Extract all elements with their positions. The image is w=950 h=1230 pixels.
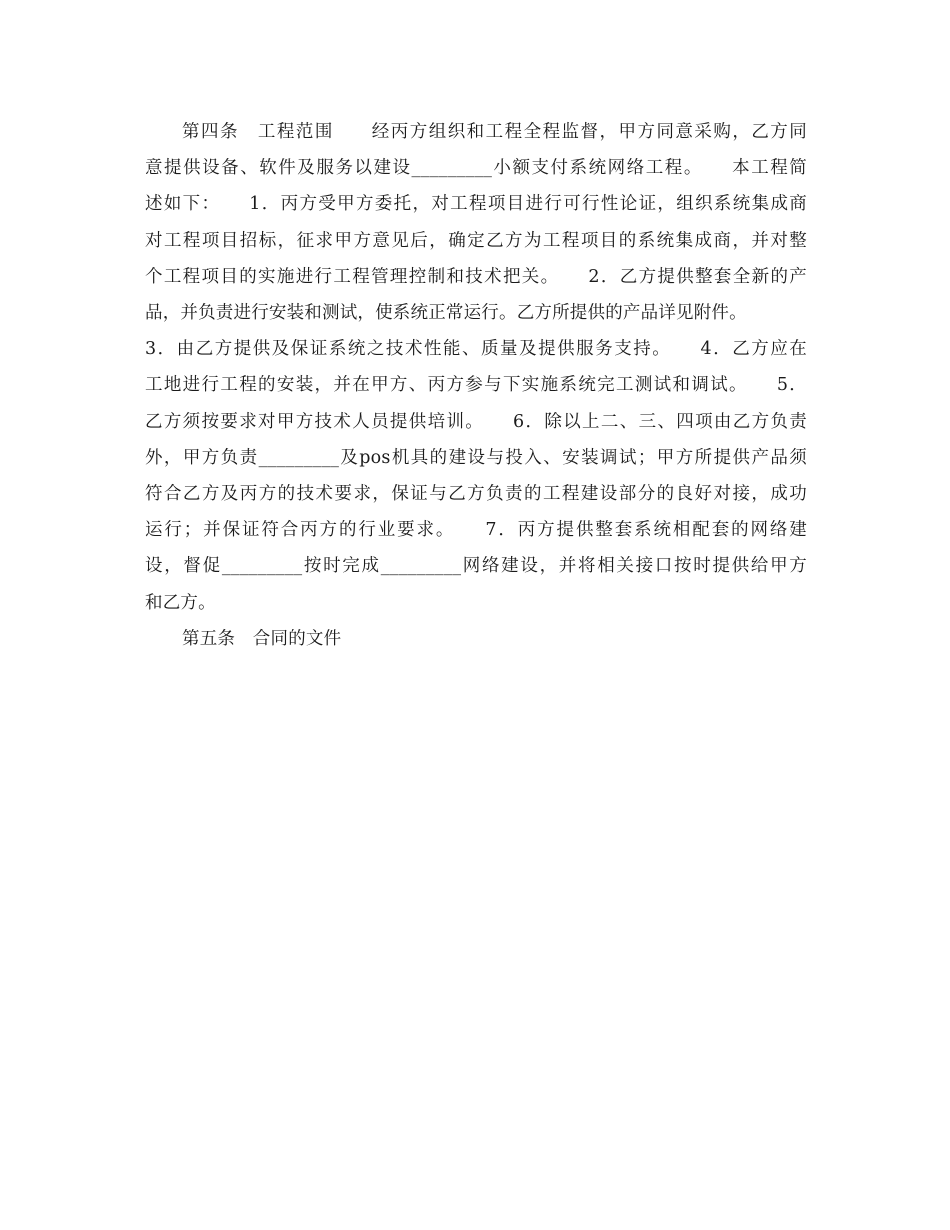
article-4-paragraph — [145, 114, 807, 621]
text-line: 品，并负责进行安装和测试，使系统正常运行。乙方所提供的产品详见附件。 — [145, 303, 747, 324]
text-line: 意提供设备、软件及服务以建设_________小额支付系统网络工程。 本工程简 — [145, 158, 807, 179]
article-5-heading — [145, 621, 807, 657]
text-line: 对工程项目招标，征求甲方意见后，确定乙方为工程项目的系统集成商，并对整 — [145, 230, 807, 251]
text-line: 工地进行工程的安装，并在甲方、丙方参与下实施系统完工测试和调试。 5． — [145, 375, 807, 396]
text-line: 运行；并保证符合丙方的行业要求。 7．丙方提供整套系统相配套的网络建 — [145, 520, 807, 541]
text-line: 个工程项目的实施进行工程管理控制和技术把关。 2．乙方提供整套全新的产 — [145, 266, 807, 287]
text-line: 述如下： 1．丙方受甲方委托，对工程项目进行可行性论证，组织系统集成商 — [145, 194, 807, 215]
text-line: 第四条 工程范围 经丙方组织和工程全程监督，甲方同意采购，乙方同 — [182, 122, 807, 142]
text-line: 设，督促_________按时完成_________网络建设，并将相关接口按时提供给甲方 — [145, 556, 807, 577]
text-line: 3．由乙方提供及保证系统之技术性能、质量及提供服务支持。 4．乙方应在 — [145, 339, 807, 360]
text-line: 符合乙方及丙方的技术要求，保证与乙方负责的工程建设部分的良好对接，成功 — [145, 484, 807, 505]
contract-body — [145, 114, 807, 657]
text-line: 和乙方。 — [145, 592, 216, 613]
text-line: 乙方须按要求对甲方技术人员提供培训。 6．除以上二、三、四项由乙方负责 — [145, 411, 807, 432]
section-heading: 第五条 合同的文件 — [182, 628, 342, 649]
text-line: 外，甲方负责_________及pos机具的建设与投入、安装调试；甲方所提供产品须 — [145, 447, 807, 468]
